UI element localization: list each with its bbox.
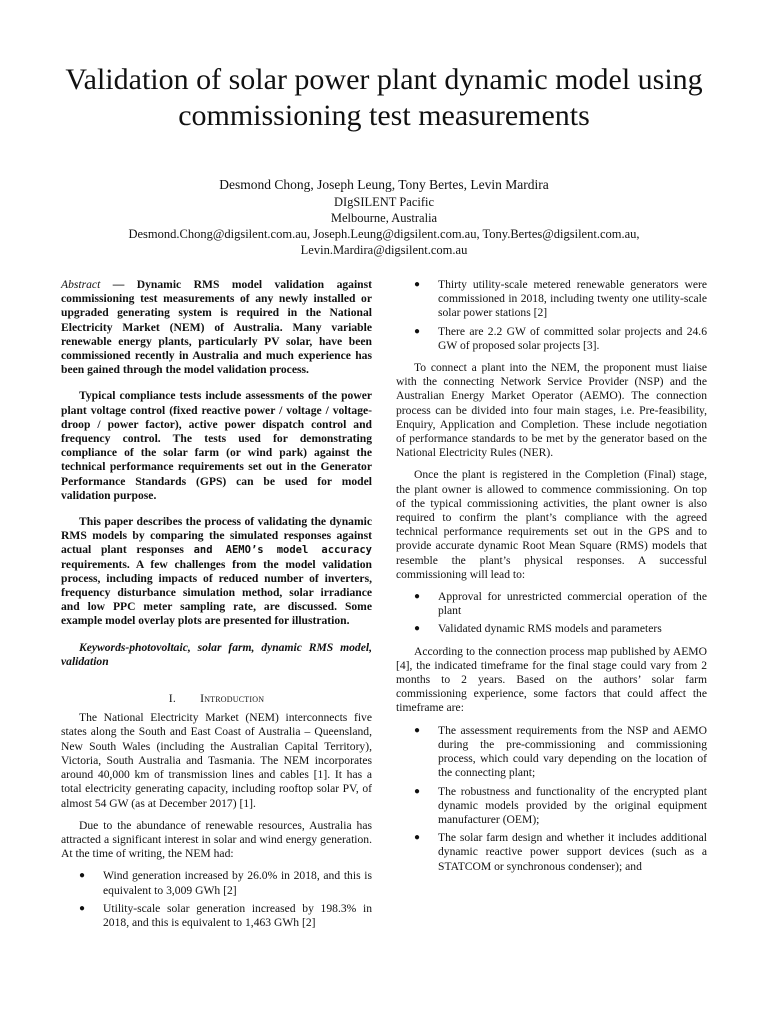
- section-heading-introduction: [61, 691, 372, 705]
- section-number: I.: [168, 691, 177, 706]
- keywords: Keywords-photovoltaic, solar farm, dynamic RMS model, validation: [61, 640, 372, 668]
- list-item-text: Wind generation increased by 26.0% in 2018, and this is equivalent to 3,009 GWh [2]: [103, 869, 372, 897]
- intro-paragraph-5: According to the connection process map published by AEMO [4], the indicated timeframe for the final stage could vary from 2 months to 2 years. Based on the authors’ solar farm commissioning experience, some factors that could affect the timeframe are:: [396, 644, 707, 715]
- bullet-icon: ●: [414, 325, 421, 337]
- list-item: [396, 278, 707, 321]
- bullet-list-right-bottom: [396, 724, 707, 874]
- list-item: [396, 325, 707, 353]
- list-item: [396, 590, 707, 618]
- list-item: [396, 622, 707, 636]
- bullet-icon: ●: [79, 870, 86, 882]
- abstract-paragraph-3-mono: and AEMO’s model accuracy: [193, 544, 372, 557]
- abstract-label: Abstract: [61, 278, 101, 291]
- affiliation: DIgSILENT Pacific: [333, 195, 435, 209]
- bullet-icon: ●: [414, 623, 421, 635]
- abstract-paragraph-1-text: — Dynamic RMS model validation against commissioning test measurements of any newly installed or upgraded generating system is required in the National Electricity Market (NEM) of Australia. Many variable renewable energy plants, particularly PV solar, have been commissioned recently in Australia and much experience has been gained through the model validation process.: [61, 278, 372, 377]
- list-item-text: The assessment requirements from the NSP and AEMO during the pre-commissioning and commissioning process, which could vary depending on the location of the connecting plant;: [438, 723, 707, 780]
- bullet-icon: ●: [414, 832, 421, 844]
- intro-paragraph-2: Due to the abundance of renewable resources, Australia has attracted a significant interest in solar and wind energy generation. At the time of writing, the NEM had:: [61, 818, 372, 861]
- list-item-text: Thirty utility-scale metered renewable generators were commissioned in 2018, including twenty one utility-scale solar power stations [2]: [438, 278, 707, 320]
- abstract-paragraph-3: [61, 515, 372, 629]
- list-item-text: Approval for unrestricted commercial operation of the plant: [438, 590, 707, 618]
- bullet-list-right-top: [396, 278, 707, 353]
- right-column: [396, 278, 707, 882]
- list-item: [396, 724, 707, 781]
- list-item-text: There are 2.2 GW of committed solar projects and 24.6 GW of proposed solar projects [3].: [438, 324, 707, 352]
- author-emails-line-1: Desmond.Chong@digsilent.com.au, Joseph.Leung@digsilent.com.au, Tony.Bertes@digsilent.com.au,: [128, 227, 640, 241]
- location: Melbourne, Australia: [330, 211, 438, 225]
- left-column: [61, 278, 372, 938]
- bullet-icon: ●: [414, 279, 421, 290]
- section-title: Introduction: [200, 691, 265, 706]
- paper-title: Validation of solar power plant dynamic model using commissioning test measurements: [65, 63, 703, 132]
- list-item: [396, 831, 707, 874]
- bullet-list-right-mid: [396, 590, 707, 637]
- abstract-paragraph-1: [61, 278, 372, 377]
- abstract-paragraph-2: Typical compliance tests include assessments of the power plant voltage control (fixed reactive power / voltage / voltage-droop / power factor), active power dispatch control and frequency control. The tests used for demonstrating compliance of the solar farm (or wind park) against the technical performance requirements set out in the Generator Performance Standards (GPS) can be used for model validation purpose.: [61, 389, 372, 502]
- author-block: [60, 176, 708, 258]
- intro-paragraph-4: Once the plant is registered in the Completion (Final) stage, the plant owner is allowed to commence commissioning. On top of the typical commissioning activities, the plant owner is also required to confirm the plant’s compliance with the agreed technical performance requirements set out in the GPS and to provide accurate dynamic Root Mean Square (RMS) models that resemble the plant’s physical responses. A successful commissioning will lead to:: [396, 468, 707, 581]
- list-item: [396, 785, 707, 828]
- list-item: [61, 902, 372, 930]
- bullet-icon: ●: [79, 902, 86, 914]
- list-item: [61, 869, 372, 897]
- bullet-icon: ●: [414, 591, 421, 603]
- bullet-list-left: [61, 869, 372, 930]
- abstract-paragraph-3-text-a: This paper describes the process of validating the dynamic RMS models by comparing the simulated responses against actual plant responses: [61, 515, 372, 557]
- abstract-paragraph-3-text-b: requirements. A few challenges from the model validation process, including impacts of reduced number of inverters, frequency disturbance simulation method, solar irradiance and low PPC meter sampling rate, are discussed. Some example model overlay plots are presented for illustration.: [61, 557, 372, 628]
- abstract: [61, 278, 372, 629]
- list-item-text: The robustness and functionality of the encrypted plant dynamic models provided by the original equipment manufacturer (OEM);: [438, 784, 707, 826]
- intro-paragraph-1: The National Electricity Market (NEM) interconnects five states along the South and East Coast of Australia – Queensland, New South Wales (including the Australian Capital Territory), Victoria, South Australia and Tasmania. The NEM incorporates around 40,000 km of transmission lines and cables [1]. It has a total electricity generating capacity, including rooftop solar PV, of almost 54 GW (as at December 2017) [1].: [61, 711, 372, 810]
- bullet-icon: ●: [414, 785, 421, 797]
- list-item-text: The solar farm design and whether it includes additional dynamic reactive power support devices (such as a STATCOM or synchronous condenser); and: [438, 831, 707, 873]
- intro-paragraph-3: To connect a plant into the NEM, the proponent must liaise with the connecting Network Service Provider (NSP) and the Australian Energy Market Operator (AEMO). The connection process can be divided into four main stages, i.e. Pre-feasibility, Enquiry, Application and Completion. These include negotiation of performance standards to be met by the generator based on the National Electricity Rules (NER).: [396, 361, 707, 460]
- list-item-text: Utility-scale solar generation increased by 198.3% in 2018, and this is equivalent to 1,463 GWh [2]: [103, 901, 372, 929]
- bullet-icon: ●: [414, 724, 421, 736]
- list-item-text: Validated dynamic RMS models and parameters: [438, 622, 662, 636]
- author-names: Desmond Chong, Joseph Leung, Tony Bertes, Levin Mardira: [219, 177, 549, 192]
- author-emails-line-2: Levin.Mardira@digsilent.com.au: [300, 243, 468, 257]
